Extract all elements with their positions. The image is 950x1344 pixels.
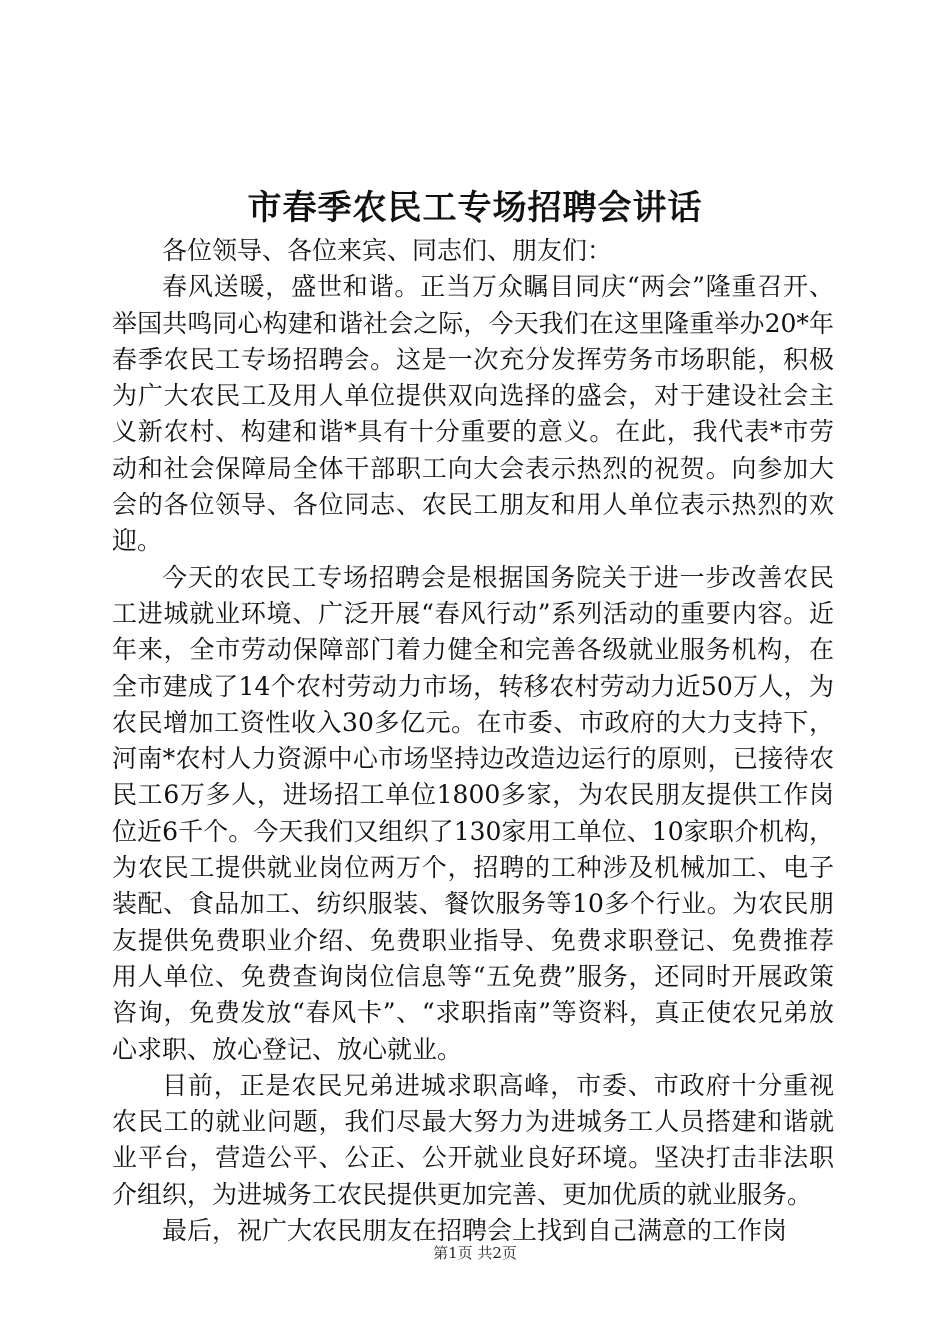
paragraph: 最后，祝广大农民朋友在招聘会上找到自己满意的工作岗 [162,1216,788,1246]
salutation: 各位领导、各位来宾、同志们、朋友们： [162,236,613,265]
document-body [112,233,834,1249]
page-footer [0,1243,950,1263]
paragraph: 目前，正是农民兄弟进城求职高峰，市委、市政府十分重视农民工的就业问题，我们尽最大努力为进城务工人员搭建和谐就业平台，营造公平、公正、公开就业良好环境。坚决打击非法职介组织，为进城务工农民提供更加完善、更加优质的就业服务。 [112,1070,834,1209]
page-indicator: 第1页 共2页 [433,1244,517,1262]
document-title: 市春季农民工专场招聘会讲话 [247,188,703,228]
paragraph: 今天的农民工专场招聘会是根据国务院关于进一步改善农民工进城就业环境、广泛开展“春风行动”系列活动的重要内容。近年来，全市劳动保障部门着力健全和完善各级就业服务机构，在全市建成了14个农村劳动力市场，转移农村劳动力近50万人，为农民增加工资性收入30多亿元。在市委、市政府的大力支持下，河南*农村人力资源中心市场坚持边改造边运行的原则，已接待农民工6万多人，进场招工单位1800多家，为农民朋友提供工作岗位近6千个。今天我们又组织了130家用工单位、10家职介机构，为农民工提供就业岗位两万个，招聘的工种涉及机械加工、电子装配、食品加工、纺织服装、餐饮服务等10多个行业。为农民朋友提供免费职业介绍、免费职业指导、免费求职登记、免费推荐用人单位、免费查询岗位信息等“五免费”服务，还同时开展政策咨询，免费发放“春风卡”、“求职指南”等资料，真正使农兄弟放心求职、放心登记、放心就业。 [112,562,834,1064]
paragraph: 春风送暖，盛世和谐。正当万众瞩目同庆“两会”隆重召开、举国共鸣同心构建和谐社会之际，今天我们在这里隆重举办20*年春季农民工专场招聘会。这是一次充分发挥劳务市场职能，积极为广大农民工及用人单位提供双向选择的盛会，对于建设社会主义新农村、构建和谐*具有十分重要的意义。在此，我代表*市劳动和社会保障局全体干部职工向大会表示热烈的祝贺。向参加大会的各位领导、各位同志、农民工朋友和用人单位表示热烈的欢迎。 [112,272,834,556]
